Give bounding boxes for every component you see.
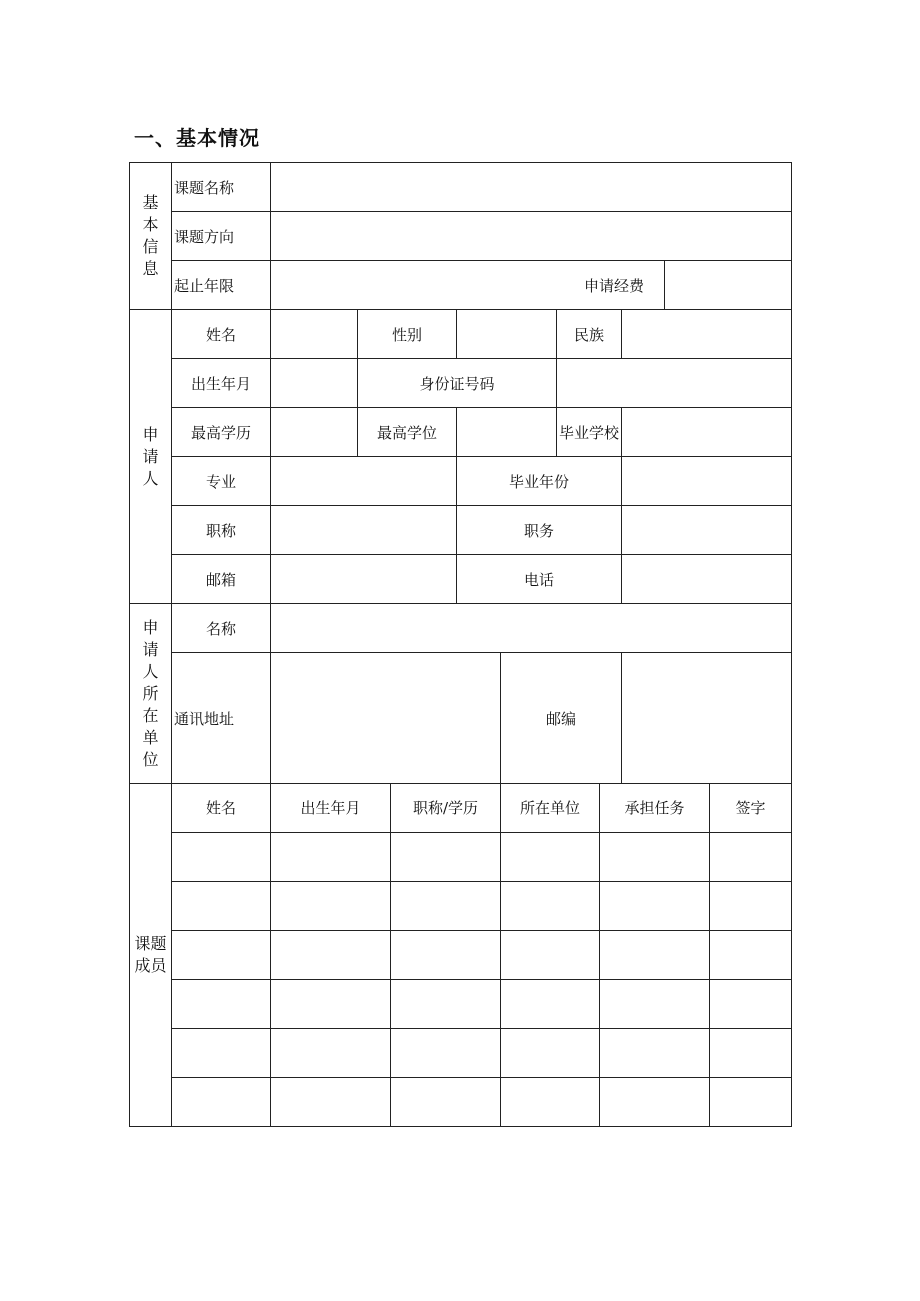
member-name-field[interactable] (172, 1077, 271, 1126)
birth-label: 出生年月 (172, 359, 271, 408)
member-row (130, 1028, 792, 1077)
members-col-task: 承担任务 (600, 783, 710, 832)
member-row (130, 979, 792, 1028)
gender-label: 性别 (358, 310, 457, 359)
member-birth-field[interactable] (271, 881, 391, 930)
email-field[interactable] (271, 555, 457, 604)
member-signature-field[interactable] (710, 881, 792, 930)
members-col-signature: 签字 (710, 783, 792, 832)
member-row (130, 881, 792, 930)
member-task-field[interactable] (600, 979, 710, 1028)
member-task-field[interactable] (600, 1028, 710, 1077)
member-organization-field[interactable] (501, 881, 600, 930)
postcode-label: 邮编 (501, 653, 622, 783)
applicant-group-label: 申请人 (130, 310, 172, 604)
member-name-field[interactable] (172, 832, 271, 881)
applicant-name-label: 姓名 (172, 310, 271, 359)
member-birth-field[interactable] (271, 832, 391, 881)
applicant-row-1 (130, 310, 792, 359)
address-label: 通讯地址 (172, 653, 271, 783)
member-birth-field[interactable] (271, 979, 391, 1028)
basic-info-row-topic-direction (130, 212, 792, 261)
members-col-organization: 所在单位 (501, 783, 600, 832)
funding-label: 申请经费 (583, 276, 644, 295)
basic-info-row-topic-name (130, 163, 792, 212)
major-label: 专业 (172, 457, 271, 506)
topic-direction-field[interactable] (271, 212, 792, 261)
member-signature-field[interactable] (710, 1077, 792, 1126)
application-form-table (129, 162, 792, 1127)
member-name-field[interactable] (172, 881, 271, 930)
topic-direction-label: 课题方向 (172, 212, 271, 261)
member-task-field[interactable] (600, 881, 710, 930)
degree-label: 最高学位 (358, 408, 457, 457)
members-header-row (130, 783, 792, 832)
birth-field[interactable] (271, 359, 358, 408)
applicant-row-4 (130, 457, 792, 506)
applicant-row-2 (130, 359, 792, 408)
member-birth-field[interactable] (271, 1077, 391, 1126)
member-organization-field[interactable] (501, 832, 600, 881)
member-row (130, 832, 792, 881)
applicant-row-6 (130, 555, 792, 604)
member-title-field[interactable] (391, 1028, 501, 1077)
members-group-label: 课题成员 (130, 783, 172, 1126)
member-signature-field[interactable] (710, 930, 792, 979)
applicant-row-3 (130, 408, 792, 457)
period-field[interactable] (271, 261, 665, 310)
position-field[interactable] (622, 506, 792, 555)
member-name-field[interactable] (172, 979, 271, 1028)
email-label: 邮箱 (172, 555, 271, 604)
members-col-birth: 出生年月 (271, 783, 391, 832)
member-signature-field[interactable] (710, 832, 792, 881)
member-signature-field[interactable] (710, 979, 792, 1028)
member-task-field[interactable] (600, 1077, 710, 1126)
gender-field[interactable] (457, 310, 557, 359)
organization-row-address (130, 653, 792, 783)
organization-row-name (130, 604, 792, 653)
education-field[interactable] (271, 408, 358, 457)
member-title-field[interactable] (391, 930, 501, 979)
phone-field[interactable] (622, 555, 792, 604)
position-label: 职务 (457, 506, 622, 555)
postcode-field[interactable] (622, 653, 792, 783)
member-organization-field[interactable] (501, 979, 600, 1028)
grad-year-label: 毕业年份 (457, 457, 622, 506)
school-field[interactable] (622, 408, 792, 457)
member-task-field[interactable] (600, 930, 710, 979)
member-title-field[interactable] (391, 979, 501, 1028)
phone-label: 电话 (457, 555, 622, 604)
funding-field[interactable] (665, 261, 792, 310)
organization-name-label: 名称 (172, 604, 271, 653)
member-name-field[interactable] (172, 1028, 271, 1077)
basic-info-group-label: 基本信息 (130, 163, 172, 310)
organization-name-field[interactable] (271, 604, 792, 653)
applicant-row-5 (130, 506, 792, 555)
id-number-field[interactable] (557, 359, 792, 408)
ethnicity-label: 民族 (557, 310, 622, 359)
address-field[interactable] (271, 653, 501, 783)
section-title: 一、基本情况 (134, 126, 260, 150)
member-title-field[interactable] (391, 832, 501, 881)
education-label: 最高学历 (172, 408, 271, 457)
members-col-name: 姓名 (172, 783, 271, 832)
school-label: 毕业学校 (557, 408, 622, 457)
topic-name-label: 课题名称 (172, 163, 271, 212)
member-title-field[interactable] (391, 1077, 501, 1126)
member-birth-field[interactable] (271, 1028, 391, 1077)
member-birth-field[interactable] (271, 930, 391, 979)
organization-group-label: 申请人所在单位 (130, 604, 172, 783)
member-organization-field[interactable] (501, 1077, 600, 1126)
member-organization-field[interactable] (501, 1028, 600, 1077)
member-row (130, 1077, 792, 1126)
member-row (130, 930, 792, 979)
member-task-field[interactable] (600, 832, 710, 881)
member-title-field[interactable] (391, 881, 501, 930)
ethnicity-field[interactable] (622, 310, 792, 359)
period-label: 起止年限 (172, 261, 271, 310)
basic-info-row-period (130, 261, 792, 310)
member-organization-field[interactable] (501, 930, 600, 979)
degree-field[interactable] (457, 408, 557, 457)
member-name-field[interactable] (172, 930, 271, 979)
applicant-name-field[interactable] (271, 310, 358, 359)
member-signature-field[interactable] (710, 1028, 792, 1077)
topic-name-field[interactable] (271, 163, 792, 212)
grad-year-field[interactable] (622, 457, 792, 506)
major-field[interactable] (271, 457, 457, 506)
members-col-title-education: 职称/学历 (391, 783, 501, 832)
id-number-label: 身份证号码 (358, 359, 557, 408)
title-field[interactable] (271, 506, 457, 555)
title-label: 职称 (172, 506, 271, 555)
